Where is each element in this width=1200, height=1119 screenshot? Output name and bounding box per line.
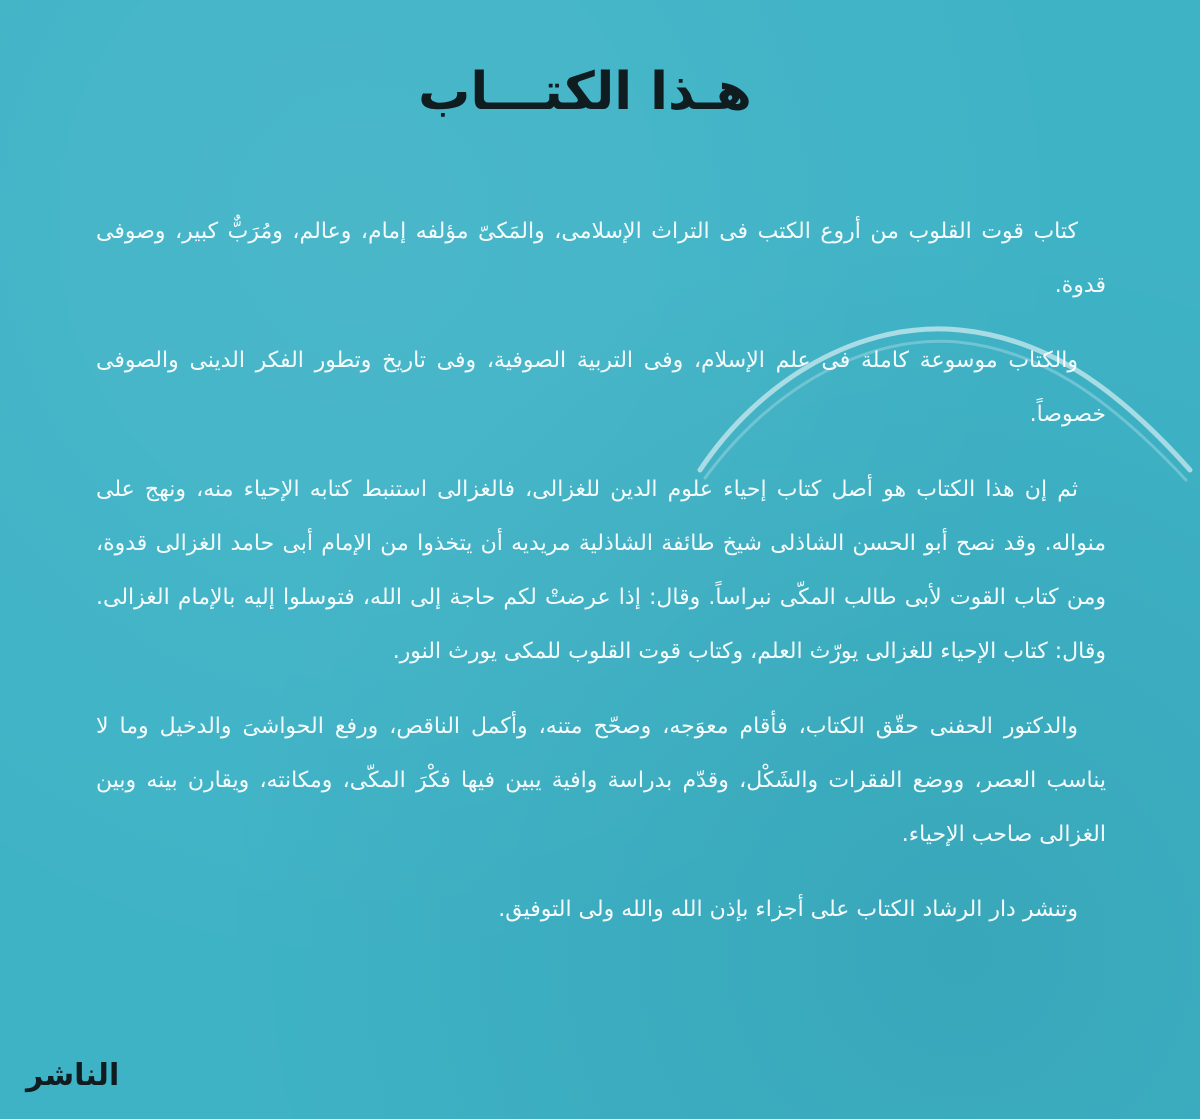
publisher-label: الناشر bbox=[26, 1058, 120, 1093]
paragraph-2: والكتاب موسوعة كاملة فى علم الإسلام، وفى التربية الصوفية، وفى تاريخ وتطور الفكر الدينى والصوفى خصوصاً. bbox=[96, 348, 1106, 427]
paragraph-5: وتنشر دار الرشاد الكتاب على أجزاء بإذن الله والله ولى التوفيق. bbox=[498, 897, 1078, 922]
paragraph-3: ثم إن هذا الكتاب هو أصل كتاب إحياء علوم الدين للغزالى، فالغزالى استنبط كتابه الإحياء منه، ونهج على منواله. وقد نصح أبو الحسن الشاذلى شيخ طائفة الشاذلية مريديه أن يتخذوا من الإمام أبى حامد الغزالى قدوة، ومن كتاب القوت لأبى طالب المكّى نبراساً. وقال: إذا عرضتْ لكم حاجة إلى الله، فتوسلوا إليه بالإمام الغزالى. وقال: كتاب الإحياء للغزالى يورّث العلم، وكتاب قوت القلوب للمكى يورث النور. bbox=[96, 477, 1106, 664]
page-title: هـذا الكتـــاب bbox=[418, 62, 752, 122]
paragraph-1: كتاب قوت القلوب من أروع الكتب فى التراث الإسلامى، والمَكىّ مؤلفه إمام، وعالم، ومُرَبٌّ كبير، وصوفى قدوة. bbox=[96, 219, 1106, 298]
blurb-text bbox=[96, 205, 1106, 958]
paragraph-4: والدكتور الحفنى حقّق الكتاب، فأقام معوَجه، وصحّح متنه، وأكمل الناقص، ورفع الحواشىَ والدخيل وما لا يناسب العصر، ووضع الفقرات والشَكْل، وقدّم بدراسة وافية يبين فيها فكْرَ المكّى، ومكانته، ويقارن بينه وبين الغزالى صاحب الإحياء. bbox=[96, 714, 1106, 847]
